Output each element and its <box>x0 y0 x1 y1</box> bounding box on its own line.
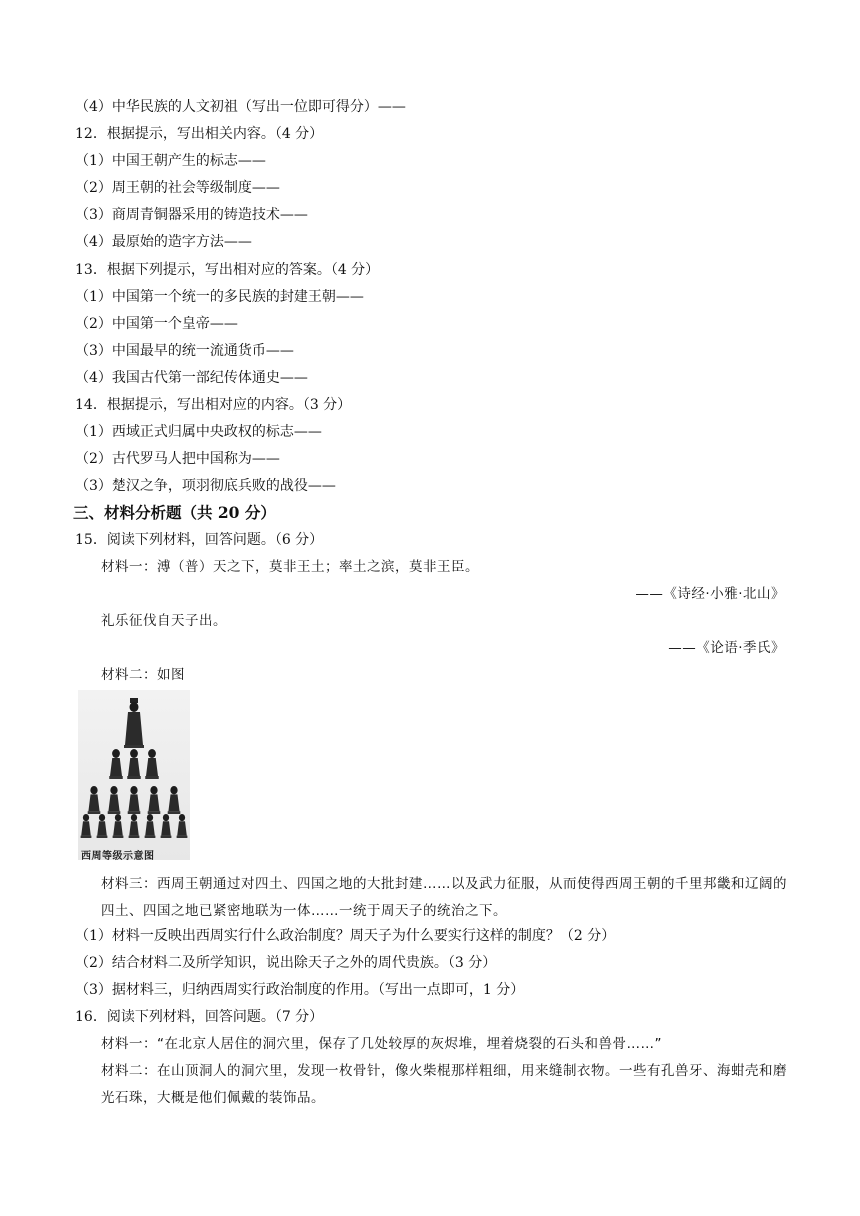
q13-item-1: （1）中国第一个统一的多民族的封建王朝—— <box>75 289 364 305</box>
q15-question-2: （2）结合材料二及所学知识，说出除天子之外的周代贵族。（3 分） <box>75 955 497 971</box>
hierarchy-figures-illustration <box>78 690 190 860</box>
q15-material-2-label: 材料二：如图 <box>101 667 185 683</box>
q16-heading: 16．阅读下列材料，回答问题。（7 分） <box>75 1009 324 1025</box>
q15-material-1a-source: ——《诗经·小雅·北山》 <box>635 586 785 602</box>
figure-caption: 西周等级示意图 <box>81 851 155 862</box>
q13-item-4: （4）我国古代第一部纪传体通史—— <box>75 370 308 386</box>
q15-question-3: （3）据材料三，归纳西周实行政治制度的作用。（写出一点即可，1 分） <box>75 982 525 998</box>
q15-question-1: （1）材料一反映出西周实行什么政治制度？周天子为什么要实行这样的制度？（2 分） <box>75 928 616 944</box>
western-zhou-hierarchy-figure <box>78 690 190 860</box>
section-heading-material-analysis: 三、材料分析题（共 20 分） <box>73 503 276 522</box>
q16-material-2: 材料二：在山顶洞人的洞穴里，发现一枚骨针，像火柴棍那样粗细，用来缝制衣物。一些有孔兽牙、海蚶壳和磨光石珠，大概是他们佩戴的装饰品。 <box>101 1063 787 1106</box>
q13-item-3: （3）中国最早的统一流通货币—— <box>75 343 294 359</box>
q12-heading: 12．根据提示，写出相关内容。（4 分） <box>75 126 324 142</box>
q14-item-1: （1）西域正式归属中央政权的标志—— <box>75 424 322 440</box>
q13-item-2: （2）中国第一个皇帝—— <box>75 316 238 332</box>
q12-item-1: （1）中国王朝产生的标志—— <box>75 153 266 169</box>
q15-material-1a: 材料一：溥（普）天之下，莫非王土；率土之滨，莫非王臣。 <box>101 559 479 575</box>
q15-material-3: 材料三：西周王朝通过对四土、四国之地的大批封建……以及武力征服，从而使得西周王朝的千里邦畿和辽阔的四土、四国之地已紧密地联为一体……一统于周天子的统治之下。 <box>101 876 787 919</box>
q15-heading: 15．阅读下列材料，回答问题。（6 分） <box>75 532 324 548</box>
q14-item-3: （3）楚汉之争，项羽彻底兵败的战役—— <box>75 478 336 494</box>
q12-item-2: （2）周王朝的社会等级制度—— <box>75 180 280 196</box>
q14-item-2: （2）古代罗马人把中国称为—— <box>75 451 280 467</box>
q15-material-1b: 礼乐征伐自天子出。 <box>101 613 227 629</box>
q14-heading: 14．根据提示，写出相对应的内容。（3 分） <box>75 397 352 413</box>
q12-item-4: （4）最原始的造字方法—— <box>75 234 252 250</box>
q12-item-3: （3）商周青铜器采用的铸造技术—— <box>75 207 308 223</box>
q11-item-4: （4）中华民族的人文初祖（写出一位即可得分）—— <box>75 99 406 115</box>
q13-heading: 13．根据下列提示，写出相对应的答案。（4 分） <box>75 262 380 278</box>
q15-material-1b-source: ——《论语·季氏》 <box>668 640 785 656</box>
q16-material-1: 材料一：“在北京人居住的洞穴里，保存了几处较厚的灰烬堆，埋着烧裂的石头和兽骨……” <box>101 1036 662 1052</box>
